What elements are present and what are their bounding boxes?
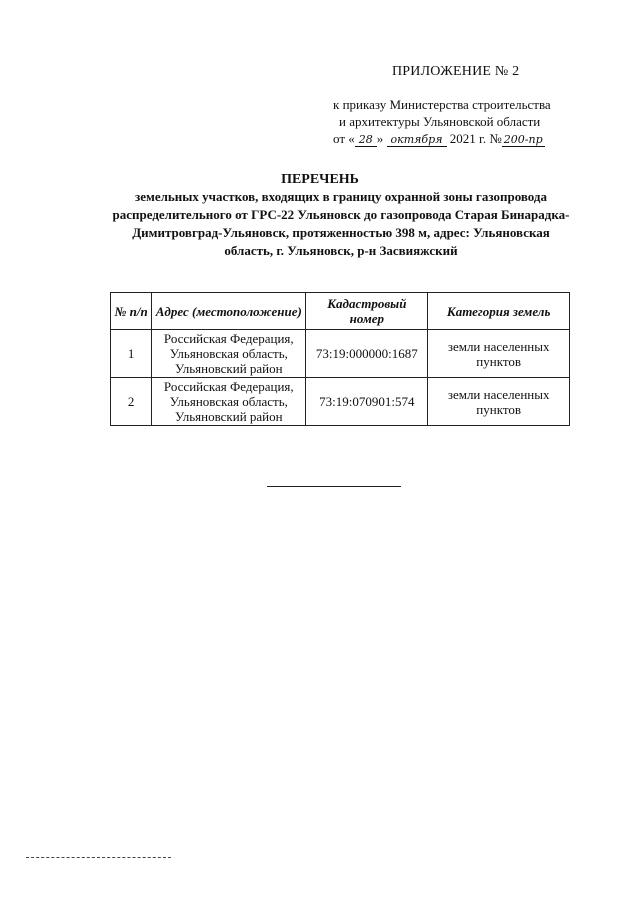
row-number: 2: [111, 378, 152, 426]
row-address: Российская Федерация, Ульяновская область, Ульяновский район: [152, 378, 306, 426]
header-category: Категория земель: [428, 293, 570, 330]
header-cadastral: Кадастровый номер: [306, 293, 428, 330]
end-divider: [267, 486, 401, 487]
order-reference: [333, 96, 573, 147]
order-date-line: [333, 130, 573, 147]
order-date-prefix: от «: [333, 131, 355, 146]
order-date-quote: »: [376, 131, 384, 146]
order-line-2: и архитектуры Ульяновской области: [339, 114, 541, 129]
footer-scan-line: [26, 857, 171, 858]
row-category: земли населенных пунктов: [428, 330, 570, 378]
row-cadastral: 73:19:000000:1687: [306, 330, 428, 378]
row-number: 1: [111, 330, 152, 378]
row-category: земли населенных пунктов: [428, 378, 570, 426]
table-row: [111, 330, 570, 378]
parcels-table: [110, 292, 570, 426]
row-address: Российская Федерация, Ульяновская область, Ульяновский район: [152, 330, 306, 378]
list-description: земельных участков, входящих в границу охранной зоны газопровода распределительного от ГРС-22 Ульяновск до газопровода Старая Бинарадка-Димитровград-Ульяновск, протяженностью 398 м, адрес: Ульяновская область, г. Ульяновск, р-н Засвияжский: [112, 189, 570, 258]
table-row: [111, 378, 570, 426]
order-month-handwritten: октября: [387, 134, 447, 147]
header-address: Адрес (местоположение): [152, 293, 306, 330]
appendix-title: ПРИЛОЖЕНИЕ № 2: [392, 64, 520, 79]
order-day-handwritten: 28: [355, 134, 377, 147]
order-line-1: к приказу Министерства строительства: [333, 97, 551, 112]
row-cadastral: 73:19:070901:574: [306, 378, 428, 426]
order-number-prefix: №: [489, 131, 502, 146]
header-number: № п/п: [111, 293, 152, 330]
order-number-handwritten: 200-пр: [503, 133, 543, 146]
order-year: 2021 г.: [449, 131, 487, 146]
list-title: ПЕРЕЧЕНЬ: [281, 172, 359, 187]
table-header-row: [111, 293, 570, 330]
